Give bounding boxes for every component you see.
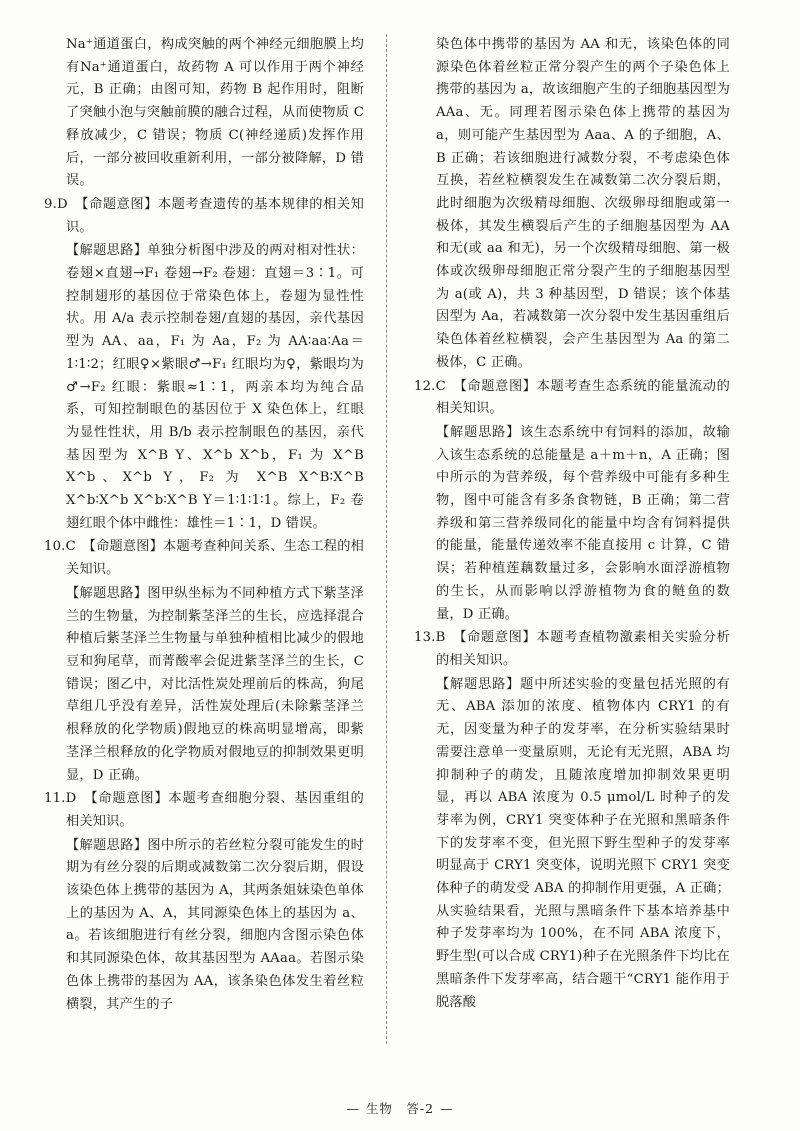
answer-item-9: 9.D 【命题意图】本题考查遗传的基本规律的相关知识。	[44, 196, 364, 235]
column-divider	[386, 34, 388, 1044]
analysis-11: 【解题思路】图中所示的若丝粒分裂可能发生的时期为有丝分裂的后期或减数第二次分裂后期，假设该染色体上携带的基因为 A，其两条姐妹染色单体上的基因为 A、A，其同源染色体上的基因为 a、a。若该细胞进行有丝分裂，细胞内含图示染色体和其同源染色体，故其基因型为 AAaa。若图示染色体上携带的基因为 AA，该条染色体发生着丝粒横裂，其产生的子	[66, 837, 364, 1012]
analysis-12: 【解题思路】该生态系统中有饲料的添加，故输入该生态系统的总能量是 a＋m＋n，A 正确；图中所示的为营养级，每个营养级中可能有多种生物，图中可能含有多条食物链，B 正确；第二营养级和第三营养级同化的能量中均含有饲料提供的能量，能量传递效率不能直接用 c 计算，C 错误；若种植莲藕数量过多，会影响水面浮游植物的生长，从而影响以浮游植物为食的鲢鱼的数量，D 正确。	[436, 424, 730, 622]
footer-subject: 生物	[365, 1101, 393, 1116]
left-column	[44, 34, 380, 1054]
paragraph-continued-right: 染色体中携带的基因为 AA 和无，该染色体的同源染色体着丝粒正常分裂产生的两个子染色体上携带的基因为 a，故该细胞产生的子细胞基因型为 AAa、无。同理若图示染色体上携带的基因为 a，则可能产生基因型为 Aaa、A 的子细胞，A、B 正确；若该细胞进行减数分裂，不考虑染色体互换，若丝粒横裂发生在减数第二次分裂后期，此时细胞为次级精母细胞、次级卵母细胞或第一极体，其发生横裂后产生的子细胞基因型为 AA 和无(或 aa 和无)，另一个次级精母细胞、第一极体或次级卵母细胞正常分裂产生的子细胞基因型为 a(或 A)，共 3 种基因型，D 错误；该个体基因型为 Aa，若减数第一次分裂中发生基因重组后染色体着丝粒横裂，会产生基因型为 Aa 的第二极体，C 正确。	[436, 37, 730, 370]
right-column	[394, 34, 730, 1054]
answer-item-11: 11.D 【命题意图】本题考查细胞分裂、基因重组的相关知识。	[44, 791, 364, 829]
analysis-9: 【解题思路】单独分析图中涉及的两对相对性状：卷翅×直翅→F₁ 卷翅→F₂ 卷翅：直翅＝3∶1。可控制翅形的基因位于常染色体上，卷翅为显性性状。用 A/a 表示控制卷翅/直翅的基因，亲代基因型为 AA、aa，F₁ 为 Aa，F₂ 为 AA∶aa∶Aa＝1∶1∶2；红眼♀×紫眼♂→F₁ 红眼均为♀，紫眼均为♂→F₂ 红眼：紫眼≈1∶1，两亲本均为纯合品系，可知控制眼色的基因位于 X 染色体上，红眼为显性性状，用 B/b 表示控制眼色的基因，亲代基因型为 X^B Y、X^b X^b，F₁ 为 X^B X^b、X^b Y，F₂ 为 X^B X^B∶X^B X^b∶X^b X^b∶X^B Y＝1∶1∶1∶1。综上，F₂ 卷翅红眼个体中雌性：雄性＝1∶1，D 错误。	[66, 243, 364, 531]
analysis-10: 【解题思路】图甲纵坐标为不同种植方式下紫茎泽兰的生物量，为控制紫茎泽兰的生长，应选择混合种植后紫茎泽兰生物量与单独种植相比减少的假地豆和狗尾草，而菁酸率会促进紫茎泽兰的生长，C 错误；图乙中，对比活性炭处理前后的株高，狗尾草组几乎没有差异，活性炭处理后(未除紫茎泽兰根释放的化学物质)假地豆的株高明显增高，即紫茎泽兰根释放的化学物质对假地豆的抑制效果更明显，D 正确。	[66, 585, 364, 783]
footer-right-dash: —	[440, 1101, 454, 1116]
paragraph-continued-left: Na⁺通道蛋白，构成突触的两个神经元细胞膜上均有Na⁺通道蛋白，故药物 A 可以作用于两个神经元，B 正确；由图可知，药物 B 起作用时，阻断了突触小泡与突触前膜的融合过程，从而使物质 C 释放减少，C 错误；物质 C(神经递质)发挥作用后，一部分被回收重新利用，一部分被降解，D 错误。	[66, 37, 364, 189]
analysis-13: 【解题思路】题中所述实验的变量包括光照的有无、ABA 添加的浓度、植物体内 CRY1 的有无，因变量为种子的发芽率，在分析实验结果时需要注意单一变量原则，无论有无光照，ABA 均抑制种子的萌发，且随浓度增加抑制效果更明显，再以 ABA 浓度为 0.5 μmol/L 时种子的发芽率为例，CRY1 突变体种子在光照和黑暗条件下的发芽率不变，但光照下野生型种子的发芽率明显高于 CRY1 突变体，说明光照下 CRY1 突变体种子的萌发受 ABA 的抑制作用更强，A 正确；从实验结果看，光照与黑暗条件下基本培养基中种子发芽率均为 100%，在不同 ABA 浓度下，野生型(可以合成 CRY1)种子在光照条件下均比在黑暗条件下发芽率高，结合题干“CRY1 能作用于脱落酸	[436, 676, 730, 1010]
answer-item-12: 12.C 【命题意图】本题考查生态系统的能量流动的相关知识。	[414, 378, 730, 417]
page-footer	[0, 1099, 800, 1117]
footer-left-dash: —	[346, 1101, 360, 1116]
answer-item-13: 13.B 【命题意图】本题考查植物激素相关实验分析的相关知识。	[414, 630, 730, 668]
two-column-layout	[44, 34, 756, 1054]
answer-item-10: 10.C 【命题意图】本题考查种间关系、生态工程的相关知识。	[44, 539, 364, 578]
footer-page-label: 答-2	[406, 1101, 435, 1116]
